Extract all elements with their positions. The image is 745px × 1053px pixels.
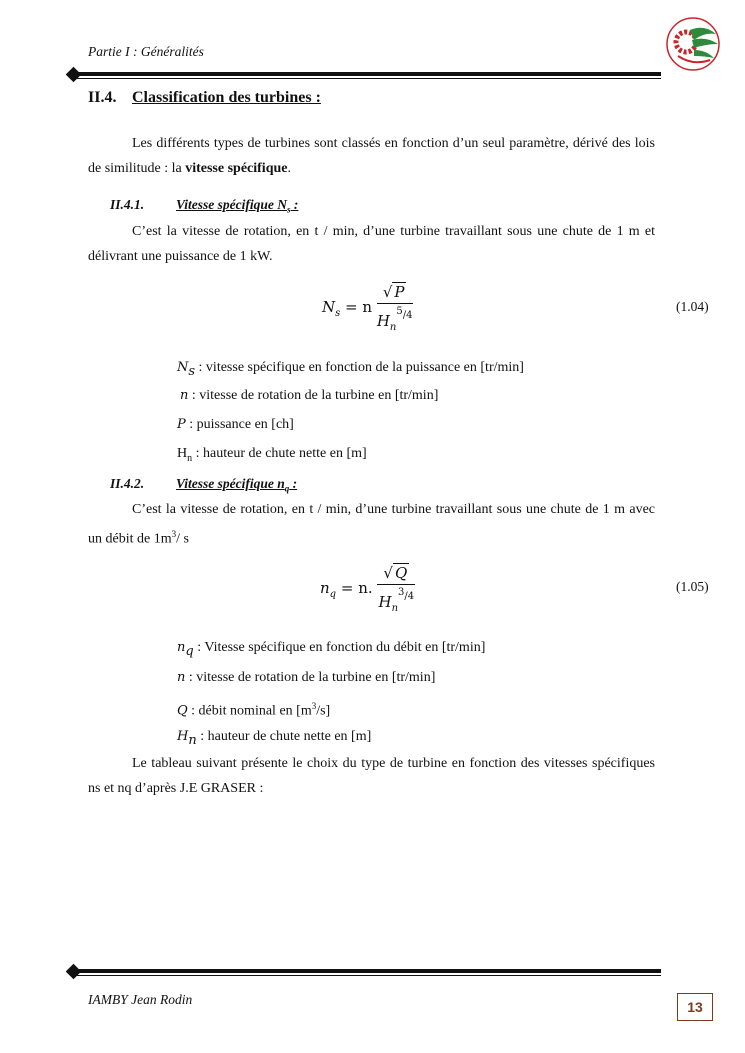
header-rule [75, 72, 661, 76]
definition-n-2: n : vitesse de rotation de la turbine en [tr/min] [177, 670, 436, 685]
definition-n: n : vitesse de rotation de la turbine en [tr/min] [180, 388, 439, 403]
definition-ns: Ns : vitesse spécifique en fonction de la puissance en [tr/min] [177, 360, 524, 379]
header-title: Partie I : Généralités [88, 44, 204, 59]
footer-rule-thin [75, 975, 661, 976]
definition-hn-2: Hn : hauteur de chute nette en [m] [177, 729, 372, 748]
header-rule-thin [75, 78, 661, 79]
subsection-2-paragraph: C’est la vitesse de rotation, en t / min, d’une turbine travaillant sous une chute de 1 m avec un débit de $1m^3/$ s [88, 502, 655, 547]
equation-1-04: $N_s = n$ $\frac{√ P}{H_n^{5/4}}$ [322, 283, 413, 333]
page-number: 13 [677, 993, 713, 1021]
equation-number-1: (1.04) [676, 299, 709, 314]
author-name: IAMBY Jean Rodin [88, 992, 193, 1007]
subsection-2-heading: II.4.2. Vitesse spécifique $n_q$ : [110, 476, 298, 494]
equation-1-05: $n_q = n$. $\frac{√ Q}{H_n^{3/4}}$ [320, 564, 415, 614]
intro-paragraph: Les différents types de turbines sont classés en fonction d’un seul paramètre, dérivé des lois de similitude : la vitesse spécifique. [88, 136, 655, 176]
closing-paragraph: Le tableau suivant présente le choix du type de turbine en fonction des vitesses spécifiques ns et nq d’après J.E GRASER : [88, 756, 655, 796]
section-heading: II.4. Classification des turbines : [88, 89, 321, 106]
equation-number-2: (1.05) [676, 579, 709, 594]
footer-rule [75, 969, 661, 973]
definition-q: Q : débit nominal en $[m^3/s]$ [177, 701, 331, 719]
subsection-1-heading: II.4.1. Vitesse spécifique $N_s$ : [110, 197, 299, 215]
definition-p: P : puissance en [ch] [177, 417, 294, 432]
university-logo [664, 16, 722, 72]
subsection-1-paragraph: C’est la vitesse de rotation, en t / min, d’une turbine travaillant sous une chute de 1 m et délivrant une puissance de 1 kW. [88, 224, 655, 264]
definition-hn: $H_n$ : hauteur de chute nette en [m] [177, 446, 367, 464]
definition-nq: nq : Vitesse spécifique en fonction du débit en [tr/min] [177, 640, 486, 659]
